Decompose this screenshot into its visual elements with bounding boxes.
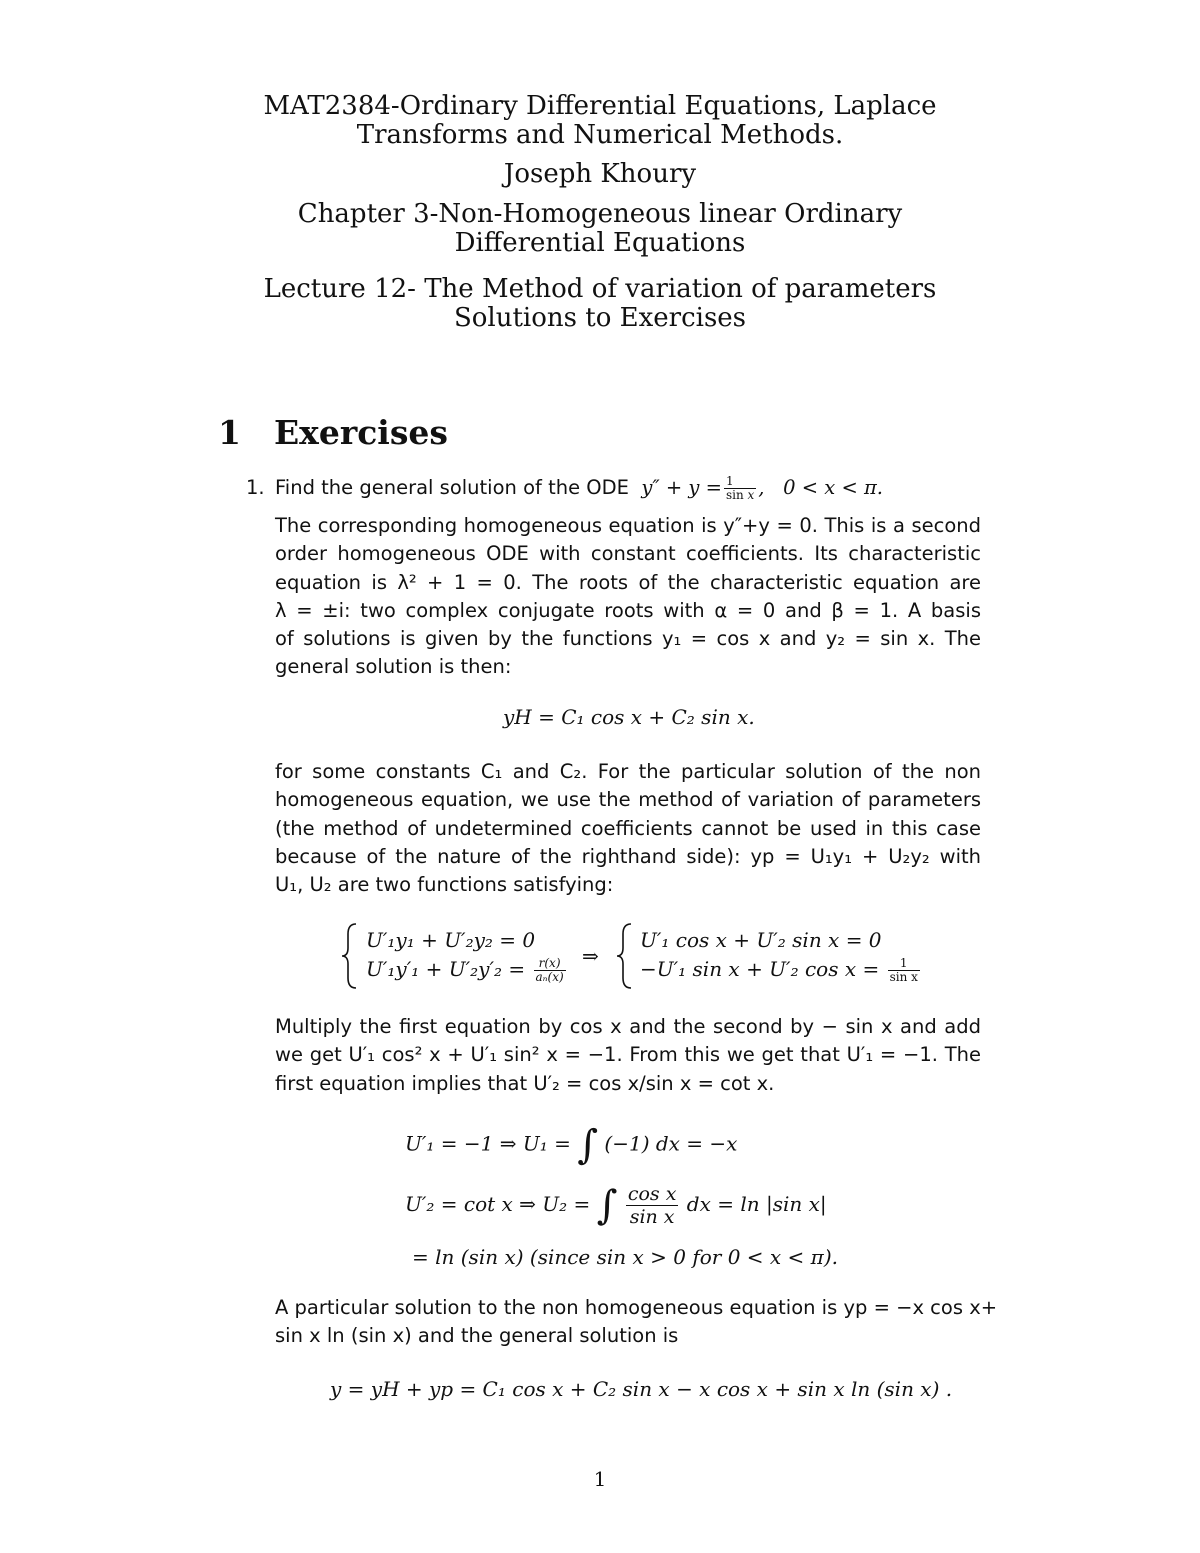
paragraph-line: Multiply the first equation by cos x and the second by − sin x and add	[275, 1015, 981, 1038]
chapter-title	[0, 200, 1200, 258]
paragraph-line: first equation implies that U′₂ = cos x/sin x = cot x.	[275, 1071, 775, 1095]
system-right-eq-1: U′₁ cos x + U′₂ sin x = 0	[640, 928, 882, 952]
paragraph-homogeneous	[275, 512, 981, 682]
integral-sign: ∫	[577, 1122, 599, 1168]
equation-yH: yH = C₁ cos x + C₂ sin x.	[503, 705, 755, 729]
paragraph-line: The corresponding homogeneous equation is y″+y = 0. This is a second	[275, 514, 981, 537]
paragraph-line: because of the nature of the righthand side): yp = U₁y₁ + U₂y₂ with	[275, 844, 981, 868]
paragraph-line: homogeneous equation, we use the method of variation of parameters	[275, 788, 981, 812]
general-solution-equation: y = yH + yp = C₁ cos x + C₂ sin x − x cos x + sin x ln (sin x) .	[330, 1377, 953, 1401]
chapter-title-line-1: Chapter 3-Non-Homogeneous linear Ordinary	[297, 199, 903, 229]
system-right-eq-2: −U′₁ sin x + U′₂ cos x = $\frac{1}{\text{sin x}}$	[640, 956, 918, 984]
section-heading	[218, 413, 448, 452]
paragraph-line: equation is λ² + 1 = 0. The roots of the characteristic equation are	[275, 570, 981, 594]
paragraph-line: A particular solution to the non homogeneous equation is yp = −x cos x+	[275, 1296, 998, 1319]
paragraph-line: (the method of undetermined coefficients cannot be used in this case	[275, 816, 981, 840]
implies-arrow: ⇒	[582, 944, 599, 968]
exercise-number: 1.	[246, 476, 265, 499]
lecture-title-line-2: Solutions to Exercises	[453, 303, 747, 333]
left-brace	[340, 922, 358, 990]
paragraph-variation	[275, 758, 981, 899]
lecture-title-line-1: Lecture 12- The Method of variation of parameters	[263, 274, 937, 304]
exercise-prompt	[275, 474, 981, 502]
lecture-title	[0, 275, 1200, 333]
paragraph-line: sin x ln (sin x) and the general solution is	[275, 1324, 679, 1348]
paragraph-line: λ = ±i: two complex conjugate roots with α = 0 and β = 1. A basis	[275, 598, 981, 622]
paragraph-line: order homogeneous ODE with constant coefficients. Its characteristic	[275, 542, 981, 566]
system-left-eq-2: U′₁y′₁ + U′₂y′₂ = $\frac{r(x)}{\text{aₙ(x)}}$	[366, 956, 564, 984]
paragraph-multiply	[275, 1013, 981, 1098]
integral-sign: ∫	[596, 1182, 618, 1229]
course-title-line-2: Transforms and Numerical Methods.	[356, 120, 844, 150]
integral-U1: U′₁ = −1 ⇒ U₁ = ∫ (−1) dx = −x	[405, 1122, 738, 1168]
prompt-equation: y″ + y = $\frac{1}{\text{sin x}}$ ,	[635, 474, 765, 502]
integral-U2: U′₂ = cot x ⇒ U₂ = ∫ $\frac{\text{cos x}}{\text{sin x}}$ dx = ln |sin x|	[405, 1182, 827, 1229]
paragraph-line: of solutions is given by the functions y₁ = cos x and y₂ = sin x. The	[275, 627, 981, 651]
section-number: 1	[218, 413, 241, 452]
section-title: Exercises	[274, 413, 448, 452]
right-brace	[615, 922, 633, 990]
system-left-eq-1: U′₁y₁ + U′₂y₂ = 0	[366, 928, 536, 952]
prompt-text: Find the general solution of the ODE	[275, 476, 629, 499]
author-name: Joseph Khoury	[503, 159, 697, 189]
paragraph-line: U₁, U₂ are two functions satisfying:	[275, 873, 614, 897]
prompt-domain: 0 < x < π.	[783, 476, 883, 499]
integral-U2-simplified: = ln (sin x) (since sin x > 0 for 0 < x < π).	[412, 1245, 838, 1269]
page-number: 1	[593, 1467, 607, 1491]
paragraph-line: we get U′₁ cos² x + U′₁ sin² x = −1. From this we get that U′₁ = −1. The	[275, 1043, 981, 1067]
course-title-line-1: MAT2384-Ordinary Differential Equations, Laplace	[263, 91, 937, 121]
course-title	[0, 92, 1200, 150]
paragraph-line: for some constants C₁ and C₂. For the particular solution of the non	[275, 760, 981, 783]
paragraph-particular	[275, 1294, 998, 1351]
chapter-title-line-2: Differential Equations	[454, 228, 746, 258]
paragraph-line: general solution is then:	[275, 655, 512, 679]
